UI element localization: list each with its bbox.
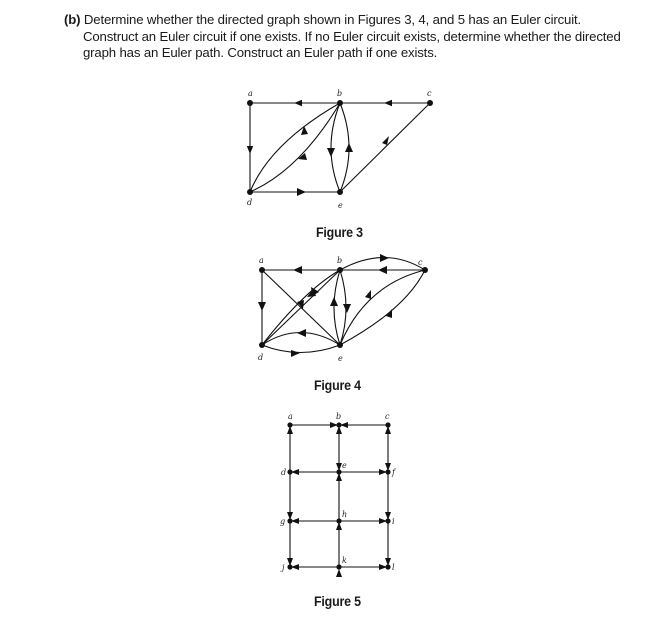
- vertex-label-a: a: [288, 412, 293, 421]
- vertex-label-h: h: [342, 510, 348, 519]
- part-label: (b): [64, 12, 81, 27]
- arrowhead-c-b: [378, 266, 387, 274]
- edge-b-e-left: [334, 270, 340, 345]
- vertex-b: [337, 100, 343, 106]
- arrowhead-e-b: [345, 143, 353, 152]
- vertex-c: [427, 100, 433, 106]
- arrowhead-b-c: [380, 254, 389, 262]
- question-line-3: graph has an Euler path. Construct an Euler path if one exists.: [83, 45, 438, 60]
- vertex-b: [337, 267, 343, 273]
- vertex-label-g: g: [280, 517, 286, 526]
- arrowhead-e-b-1: [330, 297, 338, 306]
- vertex-label-f: f: [392, 468, 395, 477]
- vertex-label-b: b: [336, 412, 342, 421]
- vertex-e: [337, 342, 343, 348]
- edge-d-e-lower: [262, 345, 340, 353]
- arrowhead-e-c-1: [365, 290, 371, 299]
- vertex-l: [385, 564, 390, 569]
- vertex-a: [287, 422, 292, 427]
- vertex-label-b: b: [337, 256, 343, 265]
- arrowhead-d-e: [291, 350, 300, 357]
- edge-b-e-left: [331, 103, 340, 192]
- vertex-e: [336, 469, 341, 474]
- figure-5-edges: [287, 422, 391, 577]
- figure-4-vertices: [259, 267, 428, 348]
- figure-3-caption: Figure 3: [316, 225, 363, 240]
- vertex-g: [287, 518, 292, 523]
- vertex-k: [336, 564, 341, 569]
- vertex-label-j: j: [282, 563, 285, 572]
- vertex-label-e: e: [338, 354, 343, 363]
- edge-d-b-1: [250, 103, 340, 192]
- vertex-h: [336, 518, 341, 523]
- edge-e-c: [340, 103, 430, 192]
- arrowhead-e-c: [382, 136, 389, 145]
- arrowhead-e-c-2: [386, 309, 392, 318]
- arrowhead-d-e: [297, 188, 306, 196]
- figure-5-graph: [280, 412, 397, 577]
- vertex-label-l: l: [392, 563, 395, 572]
- vertex-label-d: d: [247, 198, 253, 207]
- figure-3-vertices: [247, 100, 433, 195]
- vertex-b: [336, 422, 341, 427]
- edge-b-d-2: [250, 103, 340, 192]
- arrowhead-b-e: [343, 304, 351, 313]
- vertex-label-e: e: [342, 461, 347, 470]
- edge-e-c-1: [340, 270, 425, 345]
- figure-3-edges: [250, 103, 430, 196]
- vertex-label-d: d: [258, 353, 264, 362]
- vertex-label-c: c: [385, 412, 390, 421]
- vertex-label-k: k: [342, 556, 347, 565]
- vertex-c: [422, 267, 428, 273]
- vertex-label-a: a: [248, 89, 253, 98]
- vertex-d: [287, 469, 292, 474]
- vertex-label-b: b: [337, 89, 343, 98]
- question-line-1-text: Determine whether the directed graph shown in Figures 3, 4, and 5 has an Euler circuit.: [83, 12, 582, 27]
- arrowhead-e-d: [297, 329, 306, 337]
- vertex-j: [287, 564, 292, 569]
- arrowhead-d-b-1: [301, 126, 308, 135]
- vertex-a: [247, 100, 253, 106]
- vertex-f: [385, 469, 390, 474]
- vertex-label-a: a: [259, 256, 264, 265]
- vertex-label-d: d: [281, 468, 287, 477]
- question-line-2: Construct an Euler circuit if one exists. If no Euler circuit exists, determine whether the directed: [83, 28, 621, 44]
- vertex-c: [385, 422, 390, 427]
- figure-5-caption: Figure 5: [314, 594, 361, 609]
- vertex-d: [247, 189, 253, 195]
- vertex-label-i: i: [392, 517, 395, 526]
- figure-4-caption: Figure 4: [314, 378, 361, 393]
- vertex-label-c: c: [418, 258, 423, 267]
- figure-3-graph: [247, 89, 433, 210]
- figure-4-graph: [258, 254, 428, 363]
- vertex-a: [259, 267, 265, 273]
- vertex-label-e: e: [338, 201, 343, 210]
- arrowhead-a-d: [258, 302, 266, 311]
- arrowhead-b-a: [293, 266, 302, 274]
- arrowhead-b-e: [327, 148, 335, 157]
- arrowhead-k-up: [336, 569, 342, 577]
- vertex-e: [337, 189, 343, 195]
- vertex-d: [259, 342, 265, 348]
- edge-c-e-2: [340, 270, 425, 345]
- vertex-label-c: c: [427, 89, 432, 98]
- vertex-i: [385, 518, 390, 523]
